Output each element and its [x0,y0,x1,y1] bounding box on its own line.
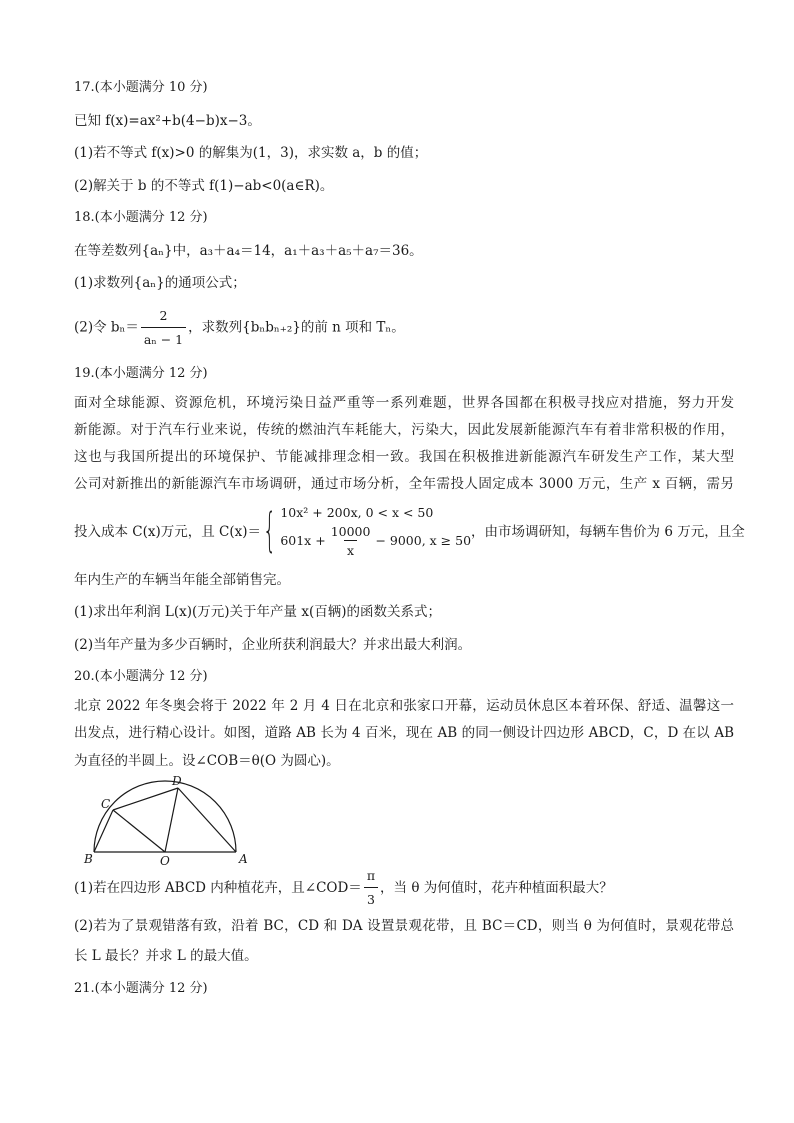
q20-row3: 为直径的半圆上。设∠COB＝θ(O 为圆心)。 [74,753,340,769]
left-brace: { [263,502,277,557]
fraction-denominator: x [344,540,357,558]
semicircle-arc [94,781,236,852]
q20-part2-row: (2)若为了景观错落有致，沿着 BC，CD 和 DA 设置景观花带，且 BC＝CD，则当 θ 为何值时，景观花带总 [74,918,734,934]
case-2-post: − 9000, x ≥ 50 [375,533,472,548]
fraction [141,306,186,350]
fraction-denominator: 3 [364,887,378,910]
radius-od [165,788,178,852]
q20-paragraph [74,693,734,747]
q20-part1-suffix: ，当 θ 为何值时，花卉种植面积最大？ [380,880,613,896]
q19-piecewise-row [74,498,745,562]
q20-part1 [74,868,734,907]
q17-stem: 已知 f(x)=ax²+b(4−b)x−3。 [74,112,261,129]
label-b: B [84,852,93,865]
label-d: D [172,775,182,788]
q19-row6: 年内生产的车辆当年能全部销售完。 [74,571,290,588]
label-a: A [239,852,248,865]
fraction-numerator: 10000 [330,523,371,539]
q19-heading: 19.(本小题满分 12 分) [74,365,208,381]
fraction [328,524,374,558]
segment-cd [113,788,178,810]
q18-part2-suffix: ，求数列{bₙbₙ₊₂}的前 n 项和 Tₙ。 [188,319,405,335]
q17-heading: 17.(本小题满分 10 分) [74,80,208,95]
q18-heading: 18.(本小题满分 12 分) [74,210,208,225]
fraction-numerator: 2 [159,307,168,323]
label-o: O [160,854,170,865]
q18-part2 [74,306,734,350]
label-c: C [101,797,111,811]
q18-part1: (1)求数列{aₙ}的通项公式； [74,275,246,291]
q19-paragraph [74,390,734,498]
q19-row5-suffix: ，由市场调研知，每辆车售价为 6 万元，且全 [471,523,745,540]
q20-part2-row2: 长 L 最长？并求 L 的最大值。 [74,948,258,964]
case-2-pre: 601x + [280,533,326,548]
q19-part1: (1)求出年利润 L(x)(万元)关于年产量 x(百辆)的函数关系式； [74,604,441,620]
case-1: 10x² + 200x, 0 < x < 50 [280,504,434,520]
q20-part1-prefix: (1)若在四边形 ABCD 内种植花卉，且∠COD＝ [74,880,362,896]
radius-oc [113,810,165,852]
q20-text-row: 出发点，进行精心设计。如图，道路 AB 长为 4 百米，现在 AB 的同一侧设计四边形 ABCD，C，D 在以 AB [74,725,734,741]
q20-heading: 20.(本小题满分 12 分) [74,669,208,684]
q18-stem: 在等差数列{aₙ}中，a₃＋a₄＝14，a₁＋a₃＋a₅＋a₇＝36。 [74,242,423,259]
q19-text-row: 这也与我国所提出的环境保护、节能减排理念相一致。我国在积极推进新能源汽车研发生产工作，某大型 [74,448,734,465]
q19-text-row: 新能源。对于汽车行业来说，传统的燃油汽车耗能大，污染大，因此发展新能源汽车有着非常积极的作用， [74,421,734,438]
semicircle-diagram [80,775,250,865]
q19-text-row: 面对全球能源、资源危机，环境污染日益严重等一系列难题，世界各国都在积极寻找应对措施，努力开发 [74,394,734,411]
semicircle-figure [80,775,250,865]
q20-part2 [74,913,734,940]
case-2 [280,524,471,558]
q20-text-row: 北京 2022 年冬奥会将于 2022 年 2 月 4 日在北京和张家口开幕，运动员休息区本着环保、舒适、温馨这一 [74,698,734,714]
q21-heading: 21.(本小题满分 12 分) [74,980,208,996]
q17-part2: (2)解关于 b 的不等式 f(1)−ab<0(a∈R)。 [74,177,334,194]
q18-part2-prefix: (2)令 bₙ＝ [74,319,139,335]
fraction-numerator: π [366,868,376,883]
q19-text-row: 公司对新推出的新能源汽车市场调研，通过市场分析，全年需投人固定成本 3000 万元，生产 x 百辆，需另 [74,475,734,492]
q17-part1: (1)若不等式 f(x)>0 的解集为(1，3)，求实数 a，b 的值； [74,145,428,161]
q19-part2: (2)当年产量为多少百辆时，企业所获利润最大？并求出最大利润。 [74,636,472,653]
exam-page [74,78,745,1011]
fraction-denominator: aₙ − 1 [141,327,186,350]
q19-row5-prefix: 投入成本 C(x)万元，且 C(x)＝ [74,523,262,540]
fraction [364,866,378,910]
piecewise-cases [280,502,471,558]
segment-da [178,788,236,852]
